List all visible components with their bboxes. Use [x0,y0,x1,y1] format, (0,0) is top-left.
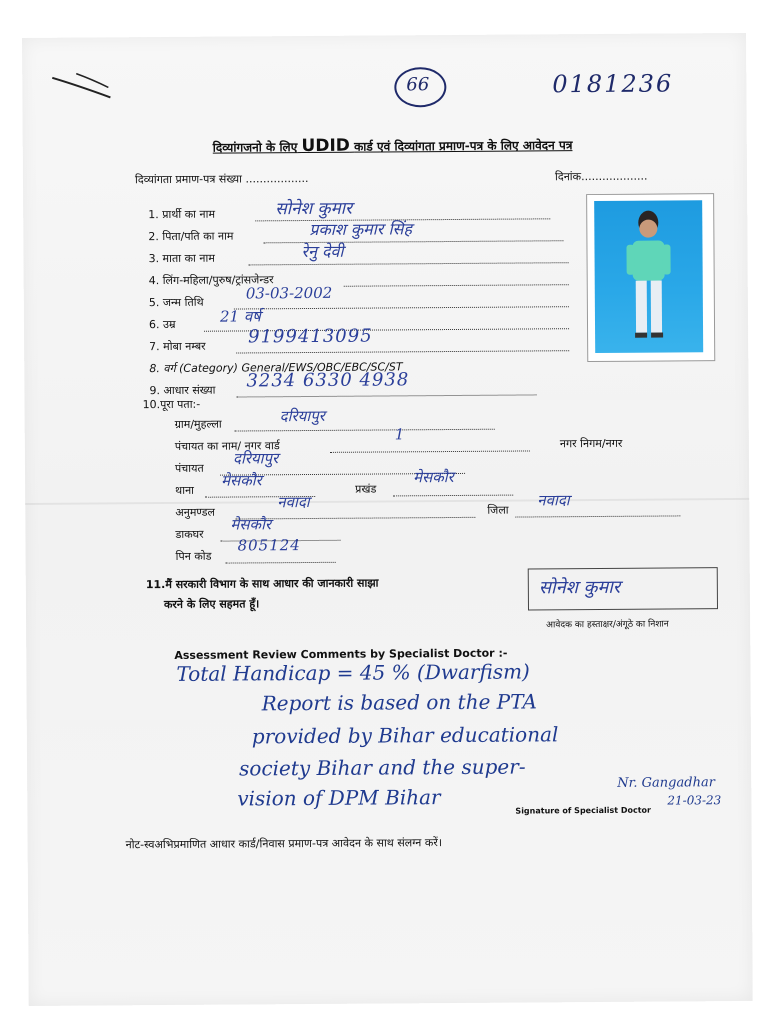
panchayat-value: दरियापुर [232,449,279,468]
pin-label: पिन कोड [175,549,212,563]
consent-line-1: 11.मैं सरकारी विभाग के साथ आधार की जानकारी साझा [145,576,379,592]
field-line-gender [344,284,569,287]
title-udid: UDID [301,135,350,157]
address-heading: 10.पूरा पता:- [142,397,201,412]
field-value-mobile: 9199413095 [248,325,373,348]
comment-line-1: Total Handicap = 45 % (Dwarfism) [176,659,530,686]
field-value-dob: 03-03-2002 [245,283,333,303]
prakhand-value: मेसकौर [413,467,454,487]
district-label: जिला [487,503,509,517]
date-label: दिनांक................... [554,169,648,184]
field-label-father: 2. पिता/पति का नाम [148,229,234,244]
post-value: मेसकौर [230,515,272,534]
field-line-dob [234,306,569,309]
field-label-category: 8. वर्ग (Category) General/EWS/OBC/EBC/SC/ST [149,360,403,376]
person-figure-icon [594,200,703,353]
certificate-number-label: दिव्यांगता प्रमाण-पत्र संख्या .................. [134,172,309,187]
post-label: डाकघर [175,527,204,541]
field-value-name: सोनेश कुमार [275,198,353,220]
field-label-aadhaar: 9. आधार संख्या [149,383,216,398]
signature-caption: आवेदक का हस्ताक्षर/अंगूठे का निशान [546,619,669,631]
panchayat-label: पंचायत [174,461,204,475]
field-label-gender: 4. लिंग-महिला/पुरुष/ट्रांसजेन्डर [148,273,274,288]
district-line [515,515,680,517]
field-label-dob: 5. जन्म तिथि [148,295,204,310]
thana-label: थाना [175,483,195,497]
anumandal-label: अनुमण्डल [175,505,216,519]
applicant-signature: सोनेश कुमार [538,576,621,599]
fold-line [25,498,749,505]
village-value: दरियापुर [279,406,325,426]
applicant-photo [586,193,715,362]
field-label-mother: 3. माता का नाम [148,251,215,266]
field-label-name: 1. प्रार्थी का नाम [148,207,216,222]
thana-value: मेसकौर [221,471,262,490]
pen-mark-icon [48,67,118,101]
doctor-signature-label: Signature of Specialist Doctor [515,805,651,816]
form-page [22,33,753,1006]
consent-line-2: करने के लिए सहमत हूँ। [163,597,260,612]
district-value: नवादा [537,491,570,510]
title-prefix: दिव्यांगजनो के लिए [212,140,298,155]
footer-note: नोट-स्वअभिप्रमाणित आधार कार्ड/निवास प्रमाण-पत्र आवेदन के साथ संलग्न करें। [125,836,443,852]
comment-line-4: society Bihar and the super- [239,754,526,781]
panchayat-ward-value: 1 [394,425,405,444]
comment-line-3: provided by Bihar educational [251,722,559,749]
field-value-age: 21 वर्ष [219,307,261,326]
photo-background [594,200,703,353]
prakhand-label: प्रखंड [355,482,377,496]
field-value-father: प्रकाश कुमार सिंह [309,219,413,239]
field-line-aadhaar [237,394,537,397]
village-line [235,429,495,432]
field-line-mobile [236,350,569,353]
form-title [213,134,573,157]
pin-line [226,562,336,564]
prakhand-line [393,495,513,497]
nagar-nigam-label: नगर निगम/नगर [559,436,623,451]
page-number-circle [394,67,446,107]
pin-value: 805124 [237,536,301,555]
anumandal-value: नवादा [277,493,310,512]
field-label-mobile: 7. मोबा नम्बर [149,339,206,354]
field-value-mother: रेनु देवी [301,241,344,262]
page-number: 66 [406,74,430,96]
title-suffix: कार्ड एवं दिव्यांगता प्रमाण-पत्र के लिए आवेदन पत्र [353,138,573,154]
assessment-heading: Assessment Review Comments by Specialist Doctor :- [174,646,508,662]
comment-line-5: vision of DPM Bihar [237,785,441,811]
comment-line-2: Report is based on the PTA [261,689,537,716]
form-number: 0181236 [552,69,674,99]
doctor-signature: Nr. Gangadhar [617,775,715,791]
field-line-mother [249,262,569,265]
field-value-aadhaar: 3234 6330 4938 [246,369,410,392]
panchayat-ward-line [330,450,530,452]
village-label: ग्राम/मुहल्ला [174,417,222,431]
field-label-age: 6. उम्र [148,317,176,332]
doctor-signature-date: 21-03-23 [667,793,722,808]
panchayat-ward-label: पंचायत का नाम/ नगर वार्ड [174,439,280,453]
applicant-signature-box [528,567,718,610]
